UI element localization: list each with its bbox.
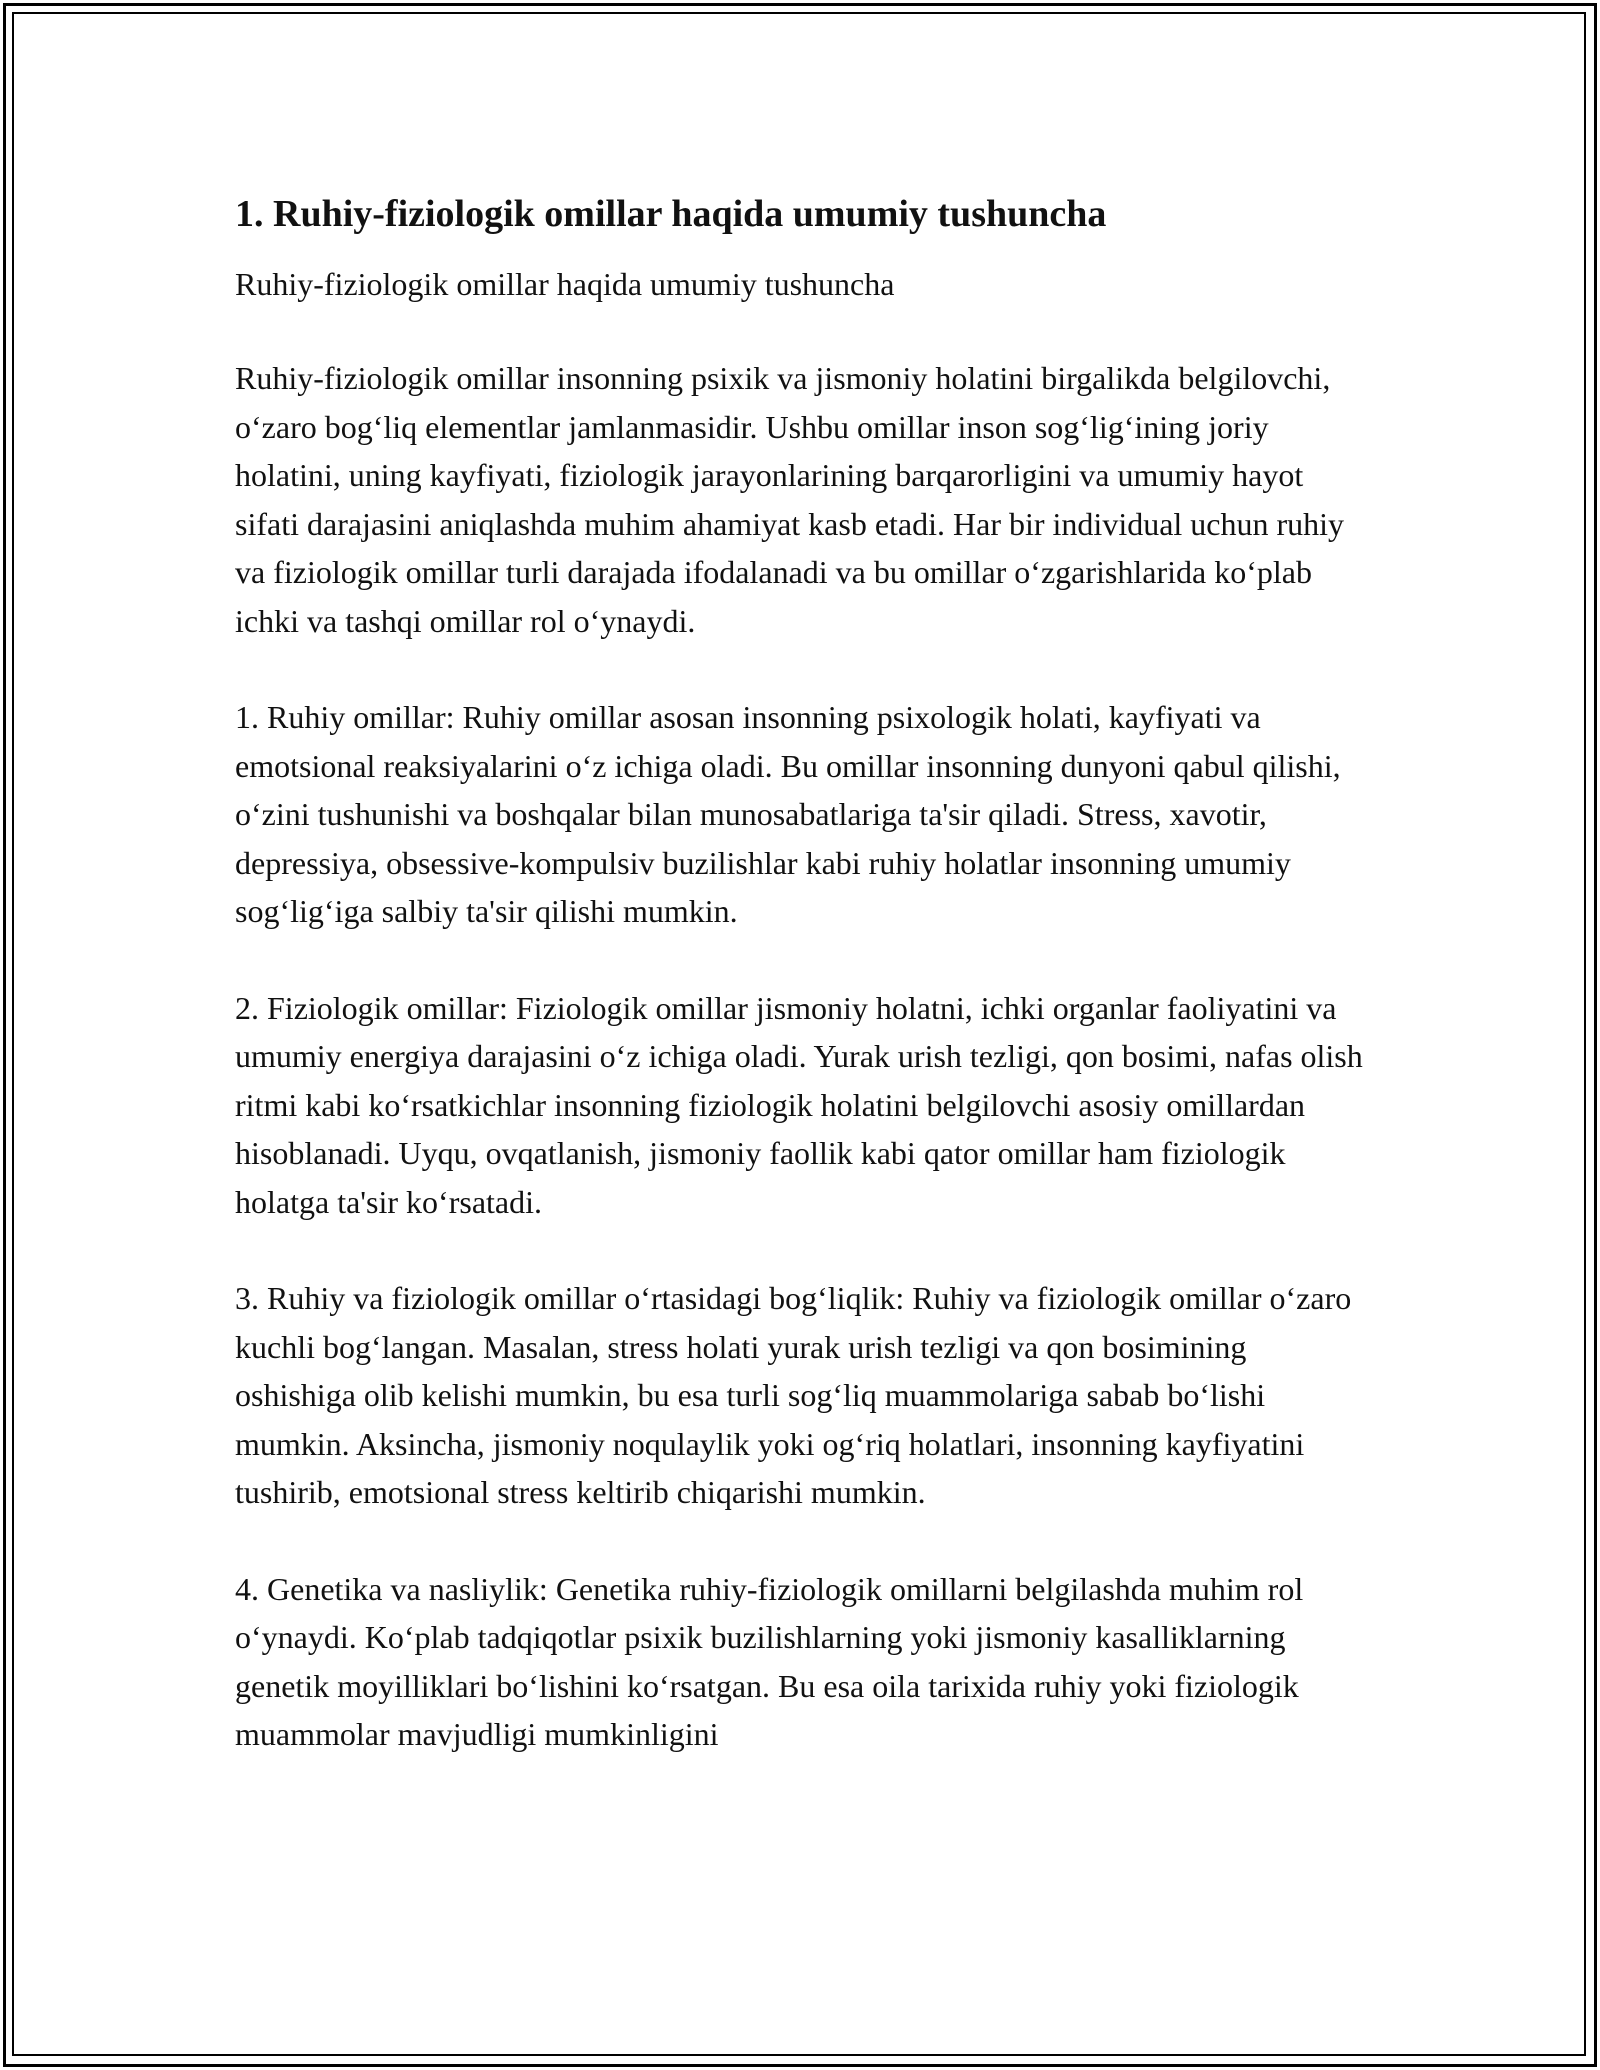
document-subtitle: Ruhiy-fiziologik omillar haqida umumiy tushuncha bbox=[235, 266, 895, 302]
paragraph-genetics: 4. Genetika va nasliylik: Genetika ruhiy-fiziologik omillarni belgilashda muhim rol o‘ynaydi. Ko‘plab tadqiqotlar psixik buzilishlarning yoki jismoniy kasalliklarning genetik moyilliklari bo‘lishini ko‘rsatgan. Bu esa oila tarixida ruhiy yoki fiziologik muammolar mavjudligi mumkinligini bbox=[235, 1570, 1304, 1752]
paragraph-relationship: 3. Ruhiy va fiziologik omillar o‘rtasidagi bog‘liqlik: Ruhiy va fiziologik omillar o‘zaro kuchli bog‘langan. Masalan, stress holati yurak urish tezligi va qon bosimining oshishiga olib kelishi mumkin, bu esa turli sog‘liq muammolariga sabab bo‘lishi mumkin. Aksincha, jismoniy noqulaylik yoki og‘riq holatlari, insonning kayfiyatini tushirib, emotsional stress keltirib chiqarishi mumkin. bbox=[235, 1280, 1352, 1510]
paragraph-mental-factors: 1. Ruhiy omillar: Ruhiy omillar asosan insonning psixologik holati, kayfiyati va emotsional reaksiyalarini o‘z ichiga oladi. Bu omillar insonning dunyoni qabul qilishi, o‘zini tushunishi va boshqalar bilan munosabatlariga ta'sir qiladi. Stress, xavotir, depressiya, obsessive-kompulsiv buzilishlar kabi ruhiy holatlar insonning umumiy sog‘lig‘iga salbiy ta'sir qilishi mumkin. bbox=[235, 699, 1341, 929]
document-body bbox=[235, 190, 1370, 1759]
paragraph-intro: Ruhiy-fiziologik omillar insonning psixik va jismoniy holatini birgalikda belgilovchi, o‘zaro bog‘liq elementlar jamlanmasidir. Ushbu omillar inson sog‘lig‘ining joriy holatini, uning kayfiyati, fiziologik jarayonlarining barqarorligini va umumiy hayot sifati darajasini aniqlashda muhim ahamiyat kasb etadi. Har bir individual uchun ruhiy va fiziologik omillar turli darajada ifodalanadi va bu omillar o‘zgarishlarida ko‘plab ichki va tashqi omillar rol o‘ynaydi. bbox=[235, 360, 1345, 639]
paragraph-physiological-factors: 2. Fiziologik omillar: Fiziologik omillar jismoniy holatni, ichki organlar faoliyatini va umumiy energiya darajasini o‘z ichiga oladi. Yurak urish tezligi, qon bosimi, nafas olish ritmi kabi ko‘rsatkichlar insonning fiziologik holatini belgilovchi asosiy omillardan hisoblanadi. Uyqu, ovqatlanish, jismoniy faollik kabi qator omillar ham fiziologik holatga ta'sir ko‘rsatadi. bbox=[235, 989, 1363, 1220]
page-title: 1. Ruhiy-fiziologik omillar haqida umumiy tushuncha bbox=[235, 193, 1107, 235]
